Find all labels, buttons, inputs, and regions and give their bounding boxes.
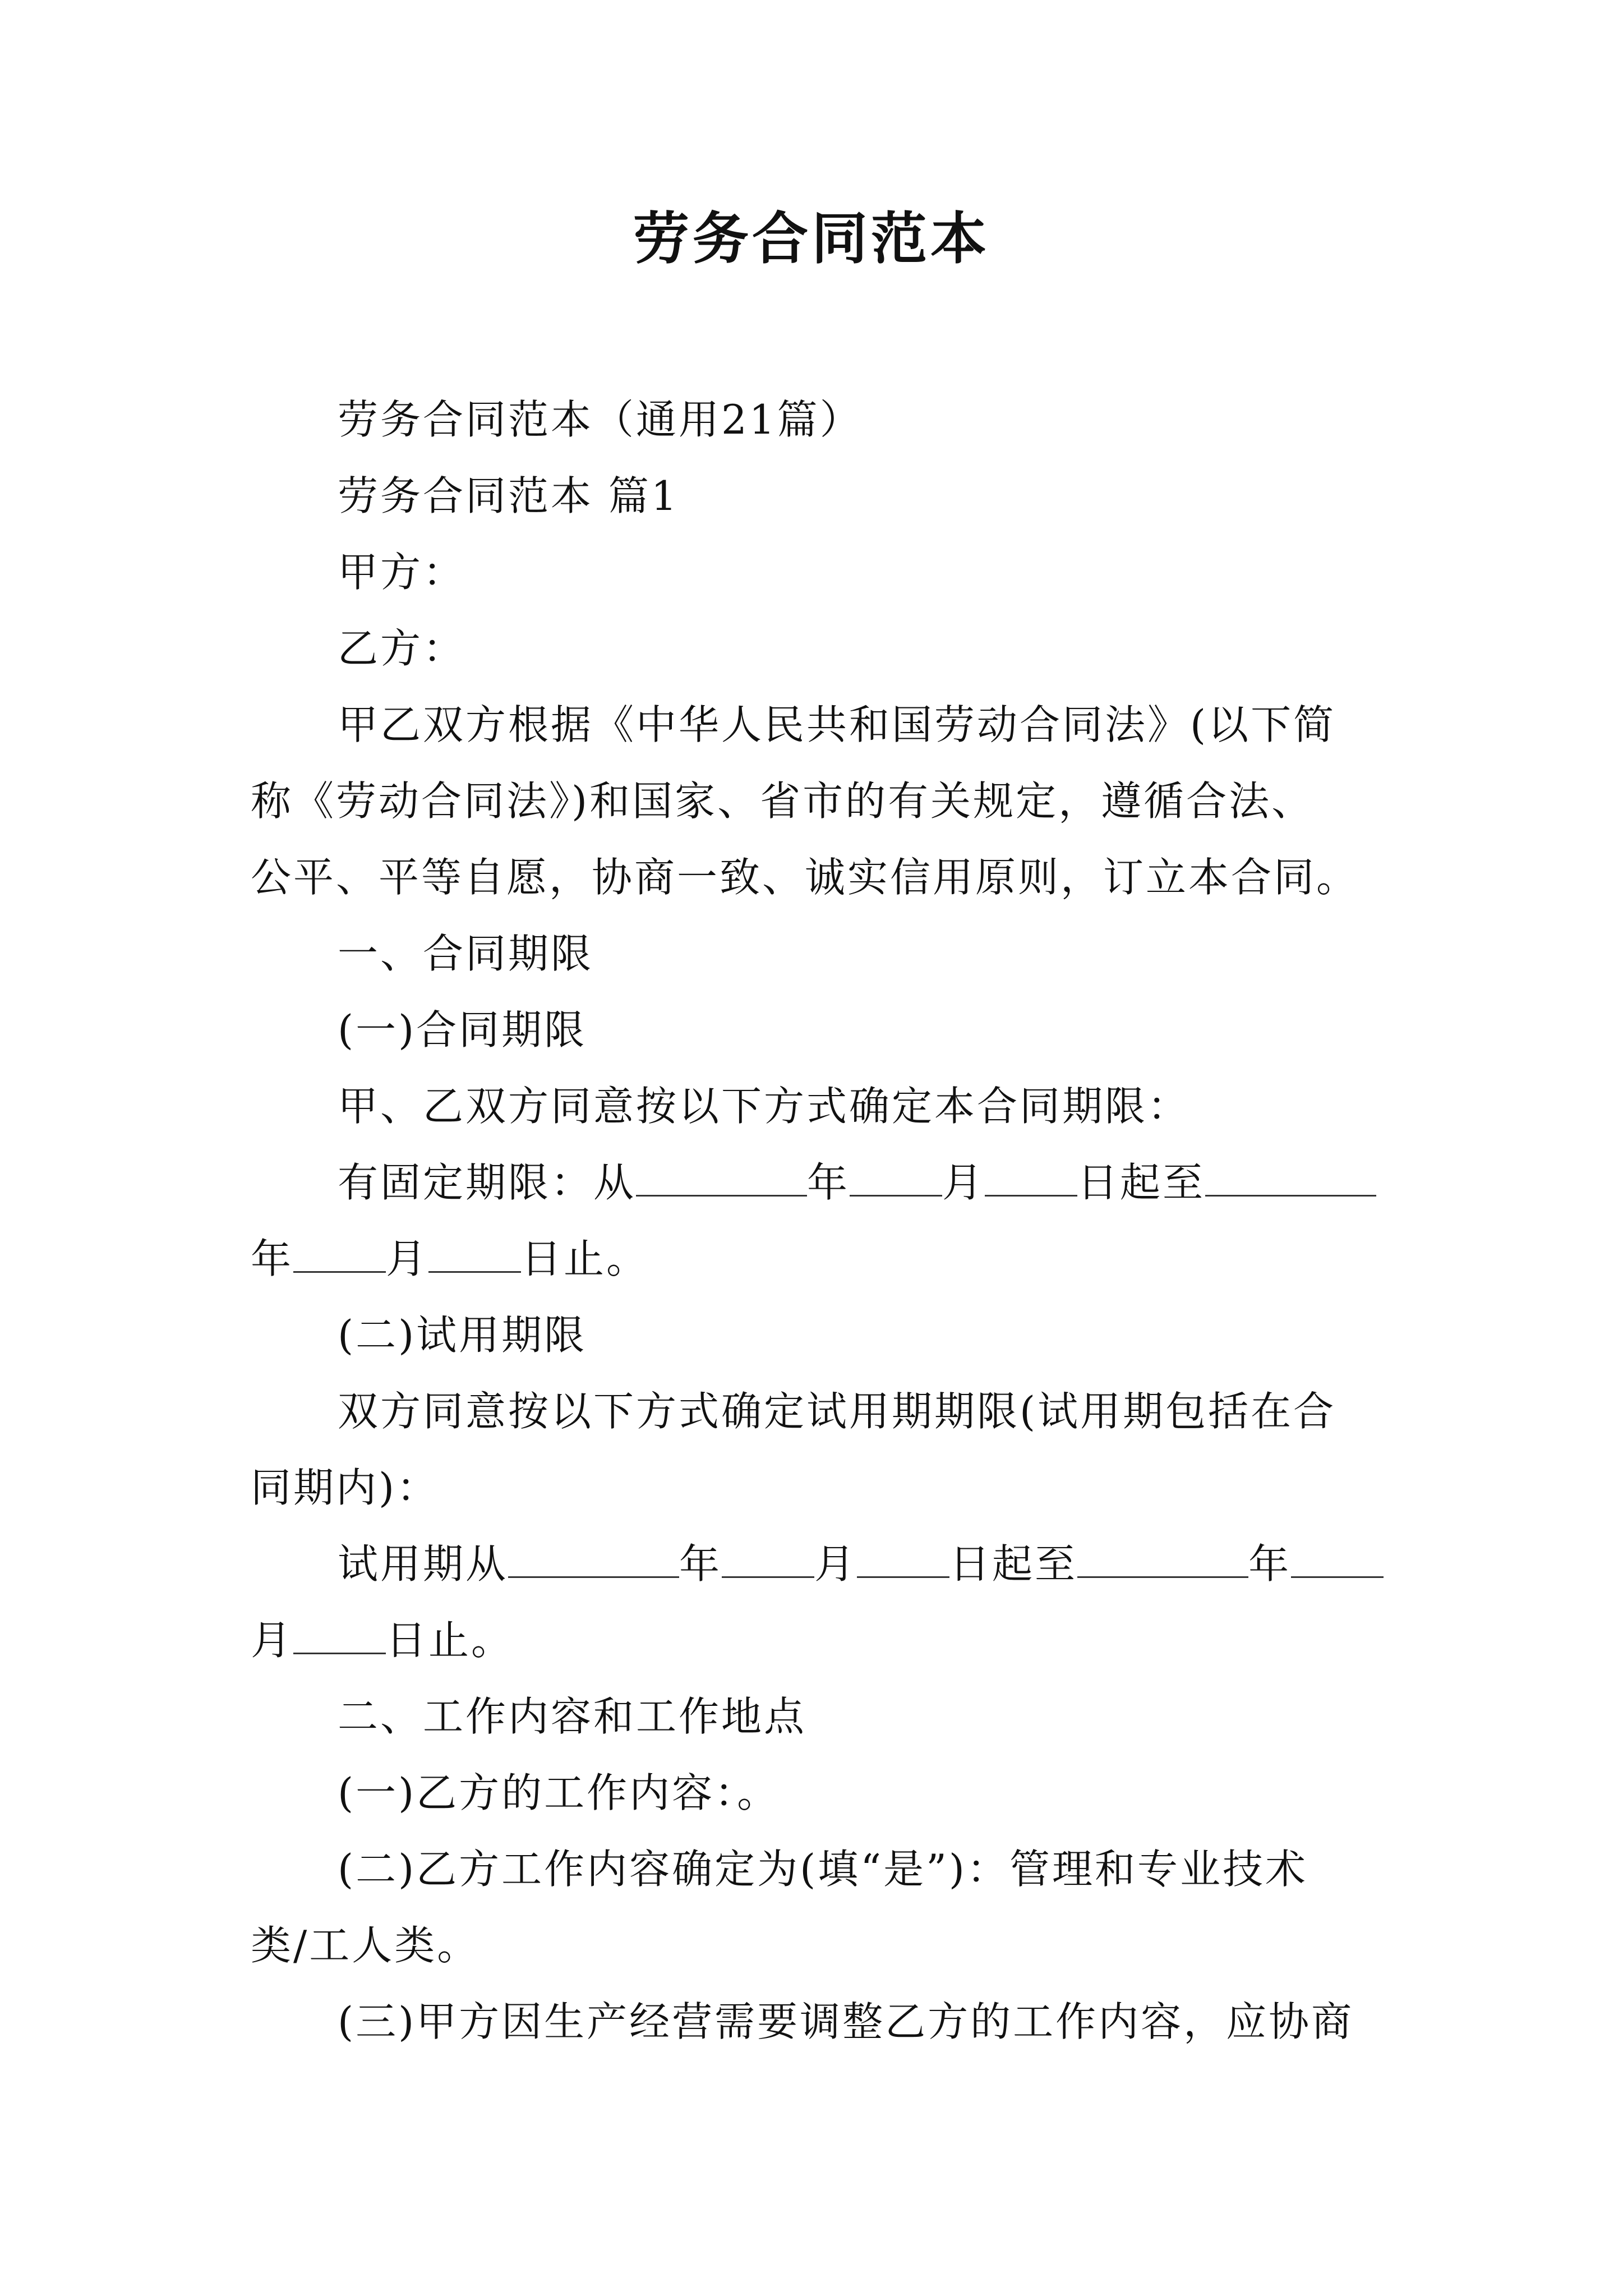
fixed-term-month2-label: 月 [386,1235,429,1282]
probation-end-label: 日止。 [386,1617,514,1664]
blank-start-day [985,1161,1077,1197]
intro-line-2: 称《劳动合同法》)和国家、省市的有关规定，遵循合法、 [251,777,1315,825]
section-heading: 劳务合同范本 篇1 [338,472,679,519]
blank-probation-end-day [293,1619,386,1654]
intro-line-1: 甲乙双方根据《中华人民共和国劳动合同法》(以下简 [338,701,1336,748]
work-item-1: (一)乙方的工作内容：。 [338,1769,780,1816]
document-title: 劳务合同范本 [633,205,990,272]
intro-line-3: 公平、平等自愿，协商一致、诚实信用原则，订立本合同。 [251,854,1359,901]
fixed-term-end-label: 日止。 [521,1235,649,1282]
probation-year-label: 年 [679,1540,722,1588]
probation-from-label: 日起至 [949,1540,1078,1588]
section-1-title: 一、合同期限 [338,930,594,977]
probation-month2-label: 月 [251,1617,294,1664]
subsection-1-intro: 甲、乙双方同意按以下方式确定本合同期限： [338,1083,1191,1130]
probation-intro-line-1: 双方同意按以下方式确定试用期期限(试用期包括在合 [338,1388,1336,1435]
subsection-2-title: (二)试用期限 [338,1312,587,1359]
blank-end-year [1205,1161,1376,1197]
party-a-label: 甲方： [338,549,466,596]
intro-paragraph [251,687,1378,915]
fixed-term-month-label: 月 [942,1159,985,1206]
probation-intro-line-2: 同期内)： [251,1464,440,1511]
fixed-term-clause [251,1144,1378,1297]
blank-start-year [636,1161,807,1197]
work-item-2 [251,1831,1378,1984]
blank-end-day [428,1237,521,1273]
fixed-term-year-label: 年 [807,1159,850,1206]
probation-year2-label: 年 [1248,1540,1292,1588]
blank-probation-end-month-a [1291,1543,1384,1578]
work-item-3: (三)甲方因生产经营需要调整乙方的工作内容，应协商 [338,1998,1354,2045]
subsection-1-title: (一)合同期限 [338,1006,587,1053]
probation-clause [251,1526,1378,1678]
fixed-term-from-label: 日起至 [1077,1159,1206,1206]
blank-probation-start-day [857,1543,949,1578]
document-body [251,381,1378,2060]
blank-end-month [293,1237,386,1273]
probation-intro [251,1373,1378,1526]
work-item-2-line-2: 类/工人类。 [251,1922,480,1969]
blank-start-month [850,1161,942,1197]
probation-month-label: 月 [814,1540,857,1588]
blank-probation-end-year [1077,1543,1248,1578]
blank-probation-start-year [508,1543,679,1578]
blank-probation-start-month [722,1543,814,1578]
probation-prefix: 试用期从 [338,1540,509,1588]
party-b-label: 乙方： [338,625,466,672]
work-item-2-line-1: (二)乙方工作内容确定为(填“是”)：管理和专业技术 [338,1846,1308,1893]
document-subtitle: 劳务合同范本（通用21篇） [338,396,863,443]
fixed-term-prefix: 有固定期限：从 [338,1159,637,1206]
fixed-term-year2-label: 年 [251,1235,294,1282]
section-2-title: 二、工作内容和工作地点 [338,1693,807,1740]
